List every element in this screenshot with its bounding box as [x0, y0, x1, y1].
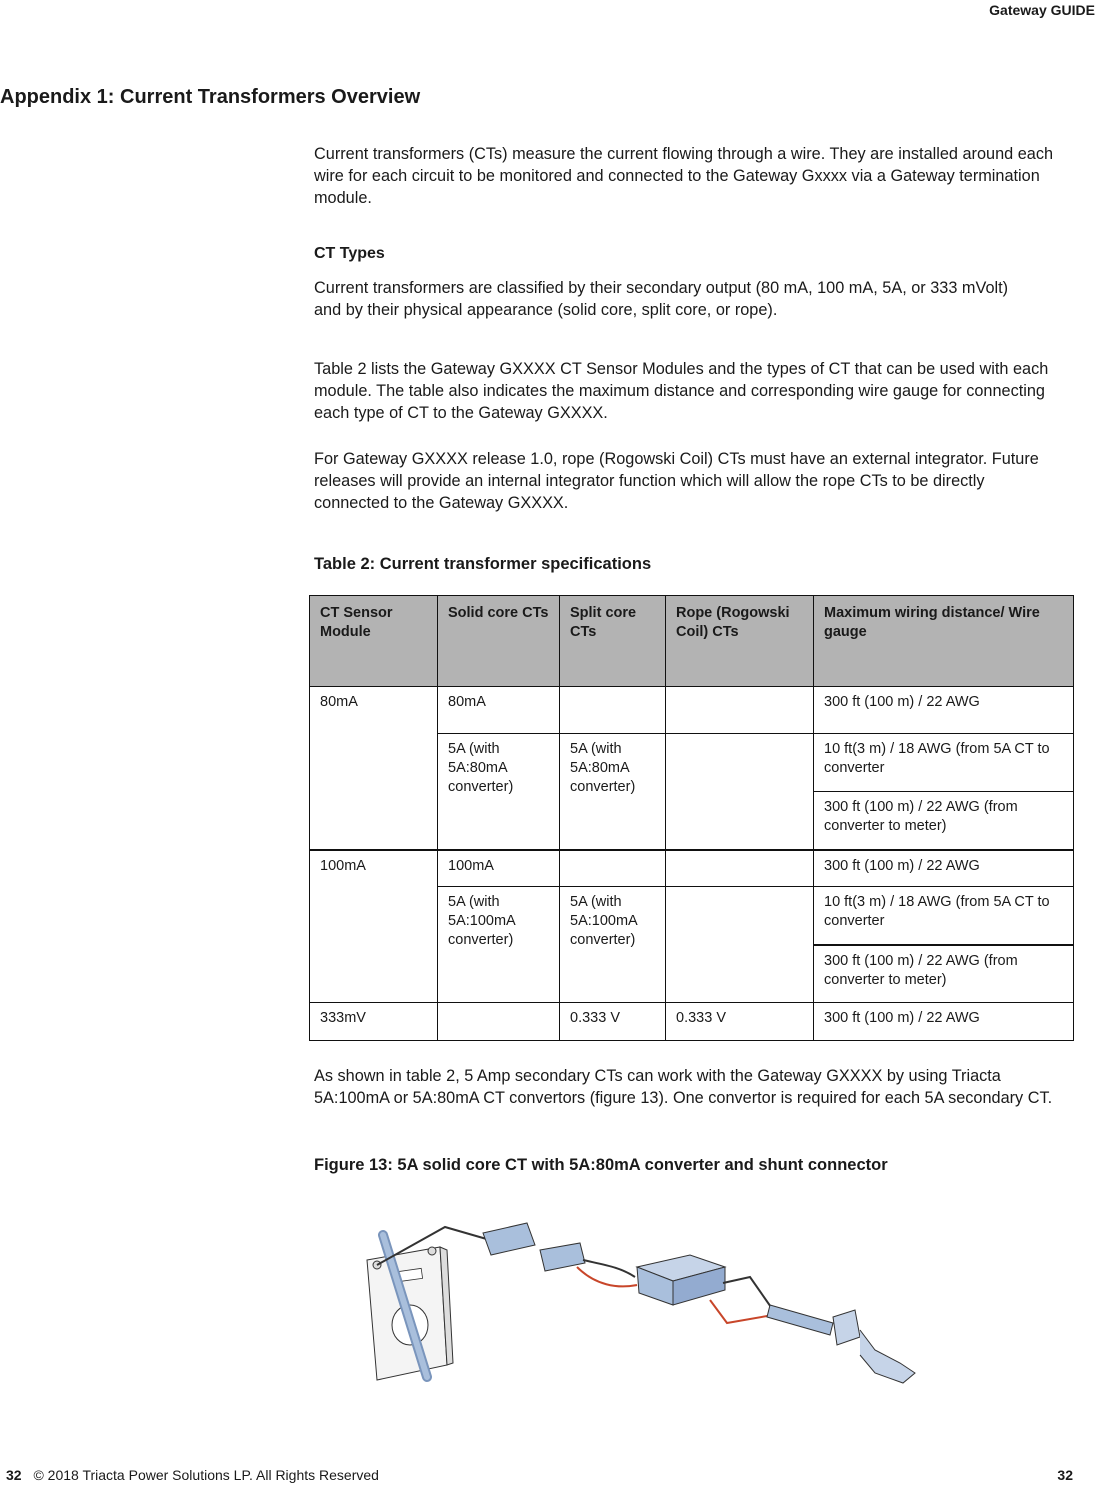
- rope-note-paragraph: For Gateway GXXXX release 1.0, rope (Rogowski Coil) CTs must have an external integrator. Future releases will provide an internal integrator function which will allow the rope CTs to be directly connected to the Gateway GXXXX.: [314, 450, 1039, 512]
- header-rope: Rope (Rogowski Coil) CTs: [666, 596, 814, 687]
- cell-module: 80mA: [310, 687, 438, 850]
- page-number-right: 32: [1057, 1467, 1073, 1483]
- cell-rope-empty: [666, 887, 814, 1003]
- cell-rope: 0.333 V: [666, 1003, 814, 1041]
- cell-distance: 300 ft (100 m) / 22 AWG: [814, 1003, 1074, 1041]
- copyright: © 2018 Triacta Power Solutions LP. All Rights Reserved: [33, 1467, 379, 1483]
- plug-connector-icon: [483, 1223, 585, 1271]
- table-row: [310, 850, 1074, 887]
- cable-connector-icon: [767, 1305, 915, 1383]
- header-module: CT Sensor Module: [310, 596, 438, 687]
- cell-distance: 300 ft (100 m) / 22 AWG: [814, 850, 1074, 887]
- current-transformer-icon: [367, 1235, 453, 1380]
- cell-distance-converter-to-meter: 300 ft (100 m) / 22 AWG (from converter to meter): [814, 945, 1074, 1003]
- cell-rope: [666, 850, 814, 887]
- cell-solid-5a: 5A (with 5A:80mA converter): [438, 734, 560, 850]
- ct-converter-illustration: [355, 1205, 925, 1390]
- table-header-row: [310, 596, 1074, 687]
- cell-split: [560, 850, 666, 887]
- header-distance: Maximum wiring distance/ Wire gauge: [814, 596, 1074, 687]
- cell-solid-5a: 5A (with 5A:100mA converter): [438, 887, 560, 1003]
- figure-caption: Figure 13: 5A solid core CT with 5A:80mA converter and shunt connector: [314, 1156, 888, 1174]
- cell-rope-empty: [666, 734, 814, 850]
- cell-solid: 80mA: [438, 687, 560, 734]
- cell-solid: [438, 1003, 560, 1041]
- cell-split-5a: 5A (with 5A:100mA converter): [560, 887, 666, 1003]
- converter-box-icon: [637, 1255, 725, 1305]
- cell-distance-ct-to-converter: 10 ft(3 m) / 18 AWG (from 5A CT to converter: [814, 887, 1074, 945]
- cell-solid: 100mA: [438, 850, 560, 887]
- table-row: [310, 1003, 1074, 1041]
- table-caption: Table 2: Current transformer specifications: [314, 555, 652, 573]
- table-intro-paragraph: Table 2 lists the Gateway GXXXX CT Sensor Modules and the types of CT that can be used with each module. The table also indicates the maximum distance and corresponding wire gauge for connecting each type of CT to the Gateway GXXXX.: [314, 360, 1049, 422]
- page-title: Appendix 1: Current Transformers Overview: [0, 86, 421, 108]
- cell-rope: [666, 687, 814, 734]
- page-number-left: 32: [6, 1467, 22, 1483]
- header-split-core: Split core CTs: [560, 596, 666, 687]
- cell-distance-converter-to-meter: 300 ft (100 m) / 22 AWG (from converter to meter): [814, 792, 1074, 850]
- ct-types-paragraph: Current transformers are classified by their secondary output (80 mA, 100 mA, 5A, or 333 mVolt) and by their physical appearance (solid core, split core, or rope).: [314, 279, 1009, 319]
- cell-module: 333mV: [310, 1003, 438, 1041]
- running-head: Gateway GUIDE: [989, 2, 1095, 18]
- cell-distance: 300 ft (100 m) / 22 AWG: [814, 687, 1074, 734]
- ct-spec-table: [309, 595, 1074, 1041]
- table-row: [310, 687, 1074, 734]
- cell-split: [560, 687, 666, 734]
- header-solid-core: Solid core CTs: [438, 596, 560, 687]
- footer-left: [6, 1467, 379, 1483]
- ct-types-heading: CT Types: [314, 245, 385, 262]
- cell-split-5a: 5A (with 5A:80mA converter): [560, 734, 666, 850]
- converter-paragraph: As shown in table 2, 5 Amp secondary CTs can work with the Gateway GXXXX by using Triacta 5A:100mA or 5A:80mA CT convertors (figure 13). One convertor is required for each 5A secondary CT.: [314, 1067, 1053, 1107]
- cell-module: 100mA: [310, 850, 438, 1003]
- intro-paragraph: Current transformers (CTs) measure the current flowing through a wire. They are installed around each wire for each circuit to be monitored and connected to the Gateway Gxxxx via a Gateway termination module.: [314, 145, 1054, 207]
- cell-distance-ct-to-converter: 10 ft(3 m) / 18 AWG (from 5A CT to converter: [814, 734, 1074, 792]
- cell-split: 0.333 V: [560, 1003, 666, 1041]
